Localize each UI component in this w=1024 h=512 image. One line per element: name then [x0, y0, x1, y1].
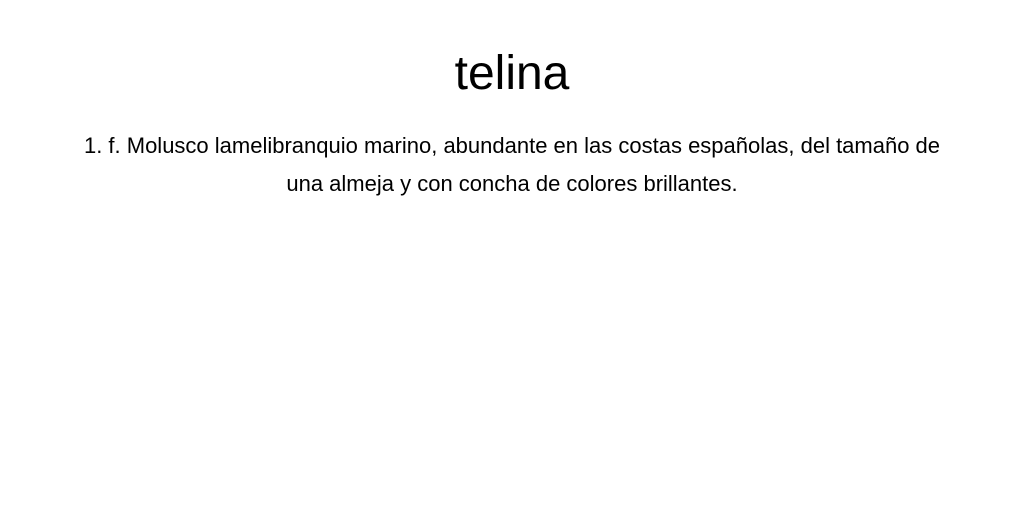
definition-text: 1. f. Molusco lamelibranquio marino, abundante en las costas españolas, del tamaño de una almeja y con concha de colores brillantes. — [83, 133, 941, 196]
entry-word-title: telina — [454, 47, 570, 100]
